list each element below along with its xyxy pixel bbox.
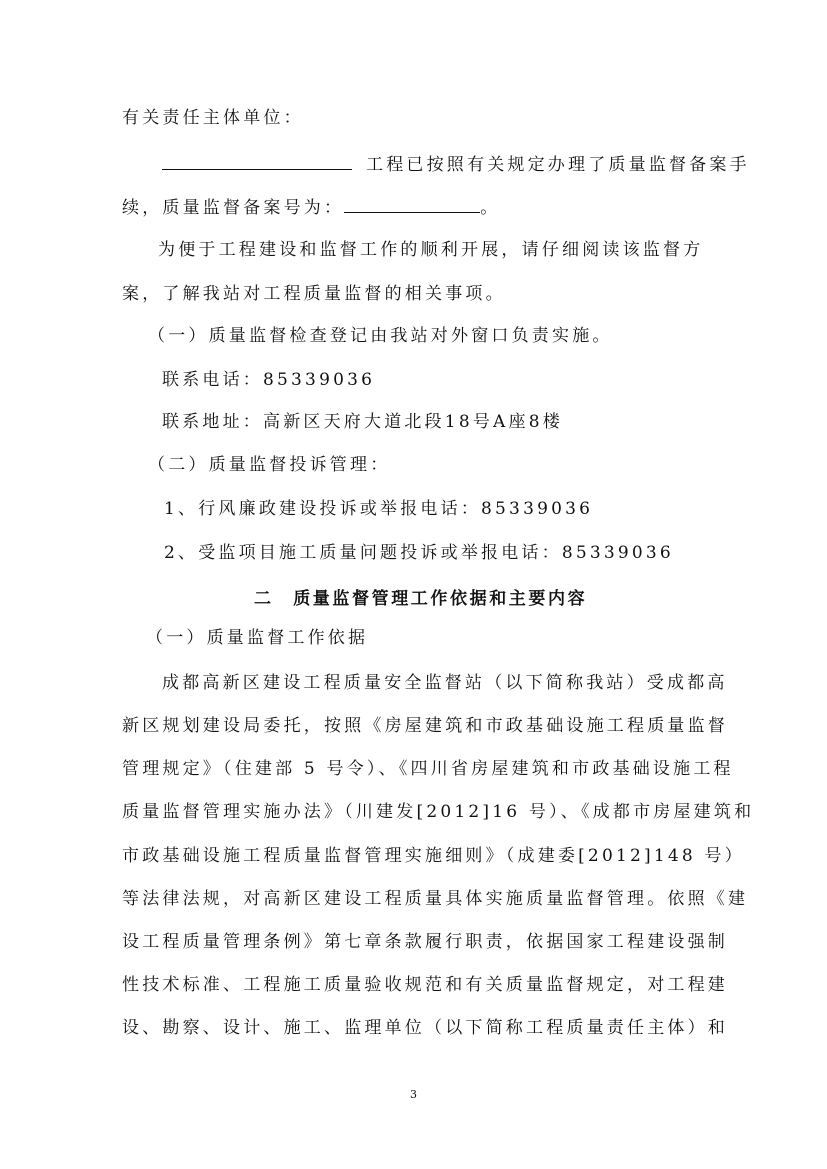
text-line [122, 196, 500, 218]
paragraph-line: 性技术标准、工程施工质量验收规范和有关质量监督规定，对工程建 [122, 975, 728, 995]
paragraph-line: 等法律法规，对高新区建设工程质量具体实施质量监督管理。依照《建 [122, 889, 749, 909]
contact-address: 联系地址：高新区天府大道北段18号A座8楼 [162, 412, 563, 432]
text-fragment: 续，质量监督备案号为： [122, 198, 345, 218]
paragraph-line: 质量监督管理实施办法》（川建发[2012]16 号）、《成都市房屋建筑和 [122, 802, 755, 822]
contact-phone: 联系电话：85339036 [162, 370, 376, 390]
text-fragment: 。 [480, 198, 501, 218]
paragraph-line: 管理规定》（住建部 5 号令）、《四川省房屋建筑和市政基础设施工程 [122, 759, 734, 779]
text-fragment: 工程已按照有关规定办理了质量监督备案手 [366, 155, 750, 175]
filing-number-blank [344, 196, 480, 213]
text-line: 为便于工程建设和监督工作的顺利开展，请仔细阅读该监督方 [158, 240, 704, 260]
text-line: 案，了解我站对工程质量监督的相关事项。 [122, 284, 506, 304]
subsection-heading: （一）质量监督工作依据 [146, 628, 369, 648]
paragraph-line: 设、勘察、设计、施工、监理单位（以下简称工程质量责任主体）和 [122, 1018, 728, 1038]
page-number: 3 [410, 1088, 417, 1101]
paragraph-line: 市政基础设施工程质量监督管理实施细则》（成建委[2012]148 号） [122, 846, 745, 866]
complaint-phone-1: 1、行风廉政建设投诉或举报电话：85339036 [164, 499, 594, 519]
paragraph-line: 成都高新区建设工程质量安全监督站（以下简称我站）受成都高 [162, 673, 728, 693]
text-line [122, 153, 750, 175]
section-item: （二）质量监督投诉管理： [148, 455, 391, 475]
text-line: 有关责任主体单位： [122, 108, 304, 128]
complaint-phone-2: 2、受监项目施工质量问题投诉或举报电话：85339036 [164, 543, 674, 563]
section-item: （一）质量监督检查登记由我站对外窗口负责实施。 [148, 326, 613, 346]
paragraph-line: 设工程质量管理条例》第七章条款履行职责，依据国家工程建设强制 [122, 932, 728, 952]
paragraph-line: 新区规划建设局委托，按照《房屋建筑和市政基础设施工程质量监督 [122, 716, 728, 736]
section-heading: 二 质量监督管理工作依据和主要内容 [254, 589, 588, 609]
project-name-blank [162, 153, 352, 170]
